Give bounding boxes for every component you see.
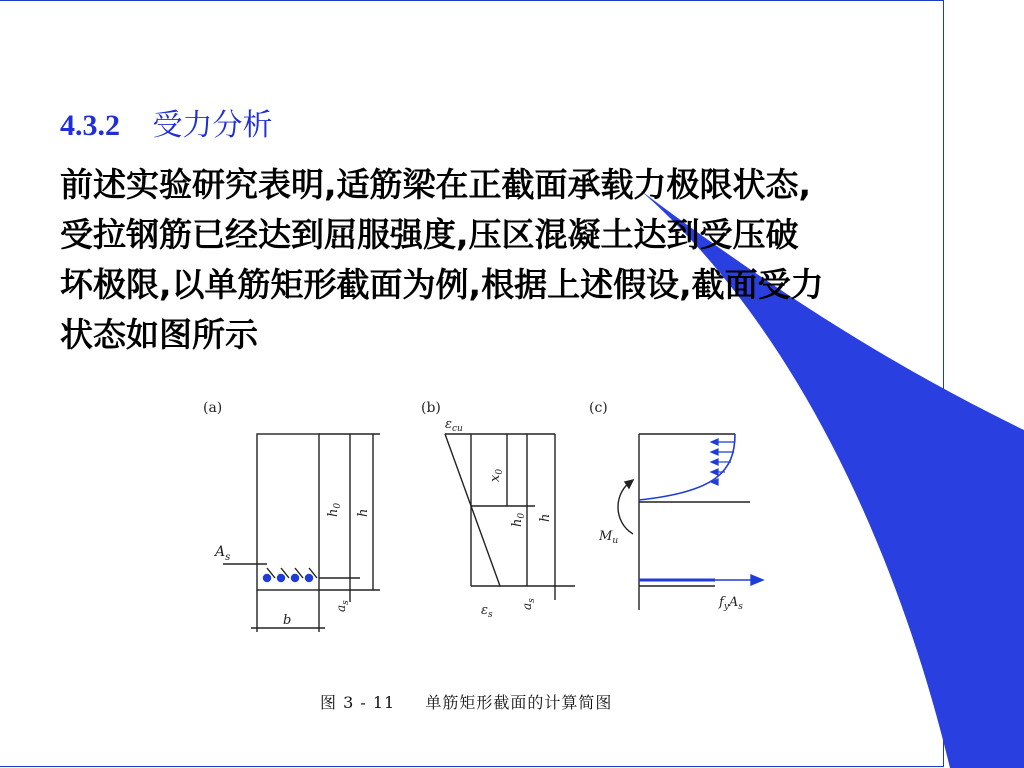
label-h0: $h_0$ xyxy=(326,502,343,517)
figure-number: 图 3 - 11 xyxy=(320,693,396,712)
rebar-dot xyxy=(264,575,271,582)
rebar-group xyxy=(223,564,317,582)
strain-line xyxy=(445,434,500,586)
panel-label-b: (b) xyxy=(421,400,441,416)
rebar-dot xyxy=(292,575,299,582)
paragraph-line: 状态如图所示 xyxy=(60,315,258,354)
label-Mu: $M_u$ xyxy=(599,529,619,546)
label-h-b: h xyxy=(538,513,553,522)
label-x0: $x_0$ xyxy=(488,468,505,482)
label-ecu: $\varepsilon_{cu}$ xyxy=(445,417,463,434)
figure-title: 单筋矩形截面的计算简图 xyxy=(425,693,613,712)
label-h0-b: $h_0$ xyxy=(510,512,527,527)
panel-a xyxy=(203,400,380,632)
paragraph-line: 坏极限,以单筋矩形截面为例,根据上述假设,截面受力 xyxy=(60,265,824,304)
rebar-dot xyxy=(306,575,313,582)
panel-label-a: (a) xyxy=(203,400,223,416)
label-es: $\varepsilon_s$ xyxy=(481,603,493,620)
label-as-b: $a_s$ xyxy=(520,598,537,610)
section-rectangle xyxy=(257,434,319,590)
paragraph-line: 受拉钢筋已经达到屈服强度,压区混凝土达到受压破 xyxy=(60,215,799,254)
label-b: b xyxy=(283,613,292,628)
tension-arrowhead xyxy=(751,575,763,585)
stress-block xyxy=(639,434,735,500)
rebar-dot xyxy=(278,575,285,582)
label-fyAs: $f_yA_s$ xyxy=(719,595,743,612)
label-as: $a_s$ xyxy=(334,600,351,612)
section-diagram xyxy=(195,392,795,722)
panel-label-c: (c) xyxy=(589,400,608,416)
panel-b xyxy=(421,400,575,620)
label-h: h xyxy=(356,508,371,517)
moment-arrow xyxy=(618,480,633,534)
panel-c xyxy=(589,400,763,612)
section-title: 受力分析 xyxy=(152,108,273,143)
label-As: $A_s$ xyxy=(215,544,231,563)
section-heading xyxy=(60,100,272,144)
figure-caption xyxy=(320,690,612,713)
section-number: 4.3.2 xyxy=(60,109,120,142)
paragraph-line: 前述实验研究表明,适筋梁在正截面承载力极限状态, xyxy=(60,165,812,204)
body-paragraph xyxy=(60,160,980,360)
